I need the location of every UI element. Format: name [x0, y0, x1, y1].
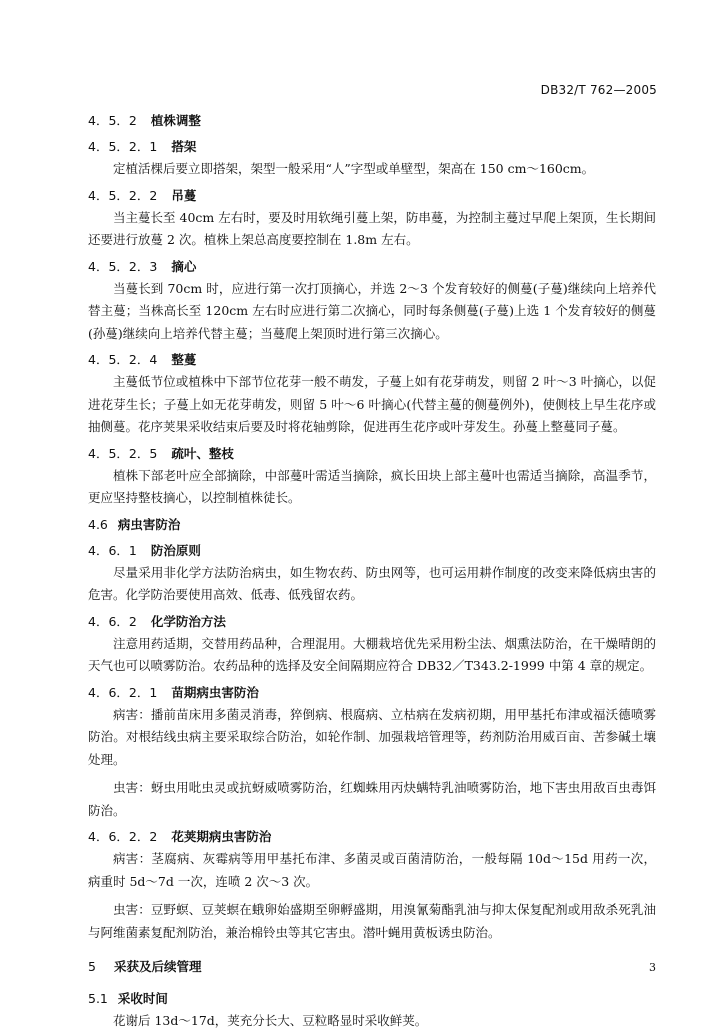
paragraph-topping: 当蔓长到 70cm 时，应进行第一次打顶摘心，并选 2～3 个发育较好的侧蔓(子蔓)继续向上培养代替主蔓；当株高长至 120cm 左右时应进行第二次摘心，同时每条侧蔓(子蔓)上选 1 个发育较好的侧蔓(孙蔓)继续向上培养代替主蔓；当蔓爬上架顶时进行第三次摘心。	[88, 280, 656, 341]
section-title: 花荚期病虫害防治	[171, 829, 272, 844]
section-number: 5	[88, 959, 96, 974]
section-title: 吊蔓	[171, 187, 197, 203]
section-heading-4-6-2	[88, 611, 656, 633]
section-title: 疏叶、整枝	[171, 445, 234, 461]
section-heading-4-5-2-1	[88, 136, 656, 158]
section-heading-5	[88, 956, 656, 978]
paragraph-seedling-pests: 虫害：蚜虫用吡虫灵或抗蚜威喷雾防治，红蜘蛛用丙炔螨特乳油喷雾防治，地下害虫用敌百虫毒饵防治。	[88, 780, 656, 818]
section-title: 防治原则	[150, 542, 201, 558]
paragraph-pod-pests: 虫害：豆野螟、豆荚螟在蛾卵始盛期至卵孵盛期，用溴氰菊酯乳油与抑太保复配剂或用敌杀死乳油与阿维菌素复配剂防治，兼治棉铃虫等其它害虫。潜叶蝇用黄板诱虫防治。	[88, 902, 656, 940]
section-title: 整蔓	[171, 352, 197, 367]
section-number: 4．5．2．5	[88, 445, 158, 461]
section-number: 4．5．2．3	[88, 258, 158, 274]
section-heading-4-6-2-1	[88, 682, 656, 704]
section-heading-4-5-2-2	[88, 185, 656, 207]
section-heading-4-6-2-2	[88, 826, 656, 848]
document-body	[88, 110, 656, 1033]
section-heading-4-5-2	[88, 110, 656, 132]
section-title: 植株调整	[150, 113, 201, 128]
section-title: 化学防治方法	[150, 613, 226, 629]
paragraph-vine-pruning: 主蔓低节位或植株中下部节位花芽一般不萌发，子蔓上如有花芽萌发，则留 2 叶～3 叶摘心，以促进花芽生长；子蔓上如无花芽萌发，则留 5 叶～6 叶摘心(代替主蔓的侧蔓例外)，使侧枝上早生花序或抽侧蔓。花序荚果采收结束后要及时将花轴剪除，促进再生花序或叶芽发生。孙蔓上整蔓同子蔓。	[88, 374, 656, 434]
section-heading-4-5-2-3	[88, 256, 656, 278]
section-heading-4-5-2-4	[88, 349, 656, 371]
paragraph-control-principles: 尽量采用非化学方法防治病虫，如生物农药、防虫网等，也可运用耕作制度的改变来降低病虫害的危害。化学防治要使用高效、低毒、低残留农药。	[88, 564, 656, 602]
paragraph-harvest-time: 花谢后 13d～17d，荚充分长大、豆粒略显时采收鲜荚。	[113, 1013, 428, 1028]
section-number: 4.6	[88, 516, 108, 532]
section-number: 5.1	[88, 991, 108, 1006]
section-number: 4．5．2	[88, 113, 137, 128]
section-heading-4-6	[88, 514, 656, 536]
paragraph-trellis: 定植活棵后要立即搭架，架型一般采用“人”字型或单壁型，架高在 150 cm～160cm。	[113, 161, 595, 176]
section-title: 摘心	[171, 258, 197, 274]
section-heading-4-6-1	[88, 540, 656, 562]
section-number: 4．6．2．2	[88, 829, 158, 844]
section-number: 4．5．2．1	[88, 139, 158, 154]
paragraph-seedling-disease: 病害：播前苗床用多菌灵消毒，猝倒病、根腐病、立枯病在发病初期，用甲基托布津或福沃德喷雾防治。对根结线虫病主要采取综合防治，如轮作制、加强栽培管理等，药剂防治用威百亩、苦参碱土壤处理。	[88, 706, 656, 767]
paragraph-pod-disease: 病害：茎腐病、灰霉病等用甲基托布津、多菌灵或百菌清防治，一般每隔 10d～15d 用药一次，病重时 5d～7d 一次，连喷 2 次～3 次。	[88, 851, 656, 889]
section-number: 4．6．1	[88, 542, 137, 558]
section-heading-4-5-2-5	[88, 443, 656, 465]
standard-code: DB32/T 762—2005	[540, 83, 657, 97]
section-heading-5-1	[88, 988, 656, 1010]
section-number: 4．6．2	[88, 613, 137, 629]
section-title: 苗期病虫害防治	[171, 684, 259, 700]
paragraph-leaf-thinning: 植株下部老叶应全部摘除，中部蔓叶需适当摘除，疯长田块上部主蔓叶也需适当摘除，高温季节，更应坚持整枝摘心，以控制植株徒长。	[88, 467, 656, 505]
section-title: 搭架	[171, 139, 197, 154]
paragraph-chemical-control: 注意用药适期，交替用药品种，合理混用。大棚栽培优先采用粉尘法、烟熏法防治，在干燥晴朗的天气也可以喷雾防治。农药品种的选择及安全间隔期应符合 DB32／T343.2-1999 中第 4 章的规定。	[88, 635, 656, 673]
page-number: 3	[649, 961, 656, 974]
section-number: 4．5．2．4	[88, 352, 158, 367]
section-title: 采收时间	[117, 991, 168, 1006]
section-title: 采获及后续管理	[113, 959, 202, 974]
section-title: 病虫害防治	[117, 516, 181, 532]
paragraph-vine-hanging: 当主蔓长至 40cm 左右时，要及时用软绳引蔓上架，防串蔓，为控制主蔓过早爬上架顶，生长期间还要进行放蔓 2 次。植株上架总高度要控制在 1.8m 左右。	[88, 209, 656, 247]
section-number: 4．6．2．1	[88, 684, 158, 700]
section-number: 4．5．2．2	[88, 187, 158, 203]
